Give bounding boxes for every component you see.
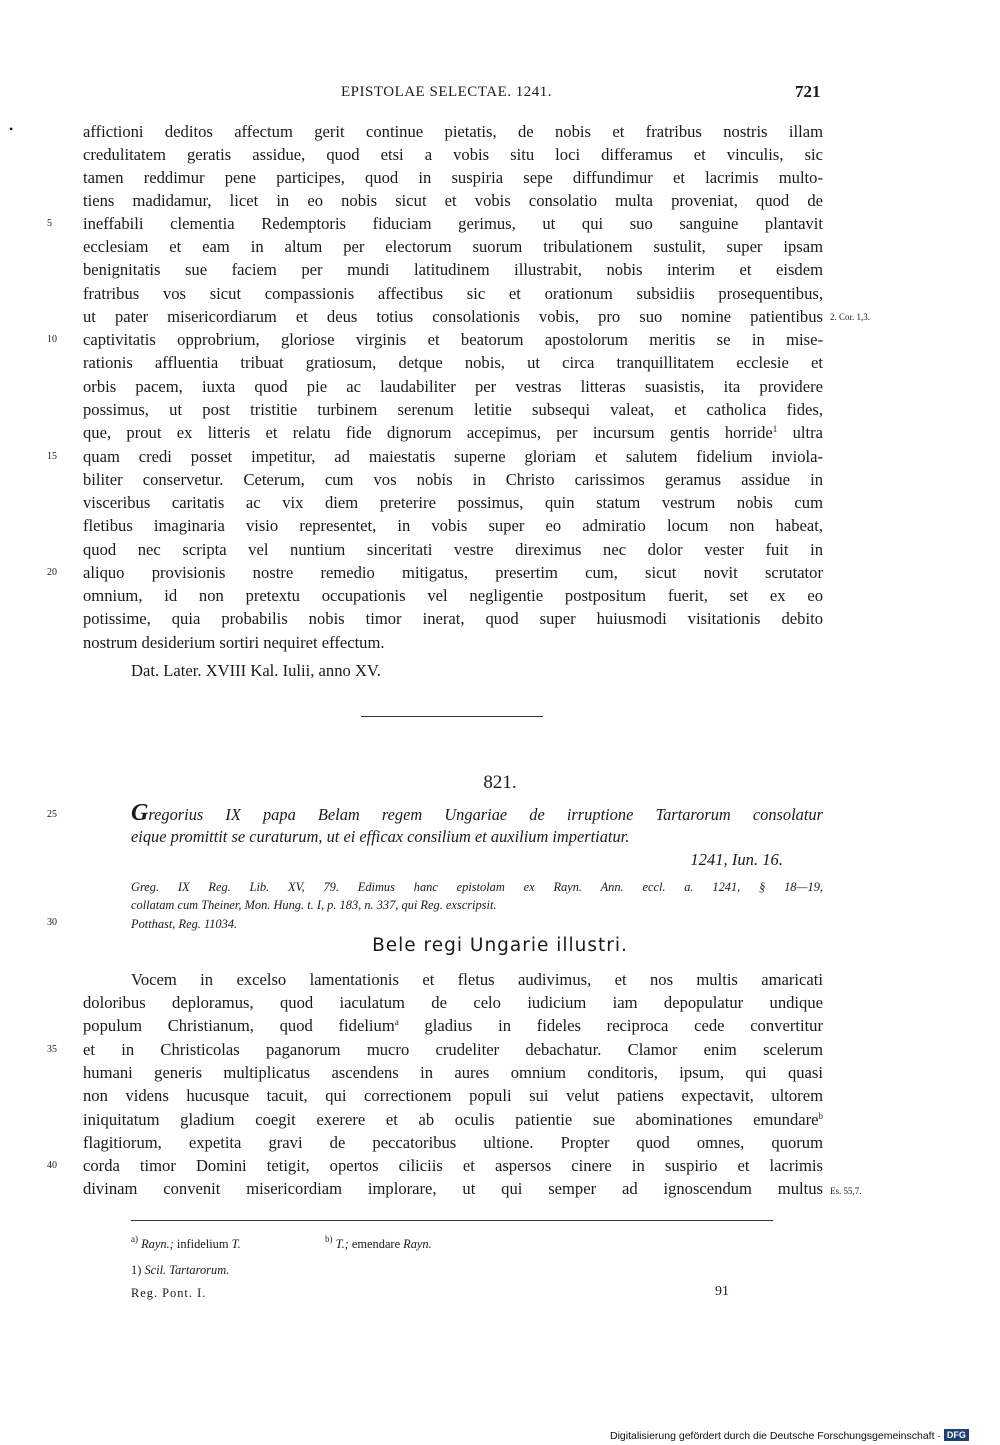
text-line xyxy=(83,422,823,444)
line-number: 25 xyxy=(47,809,57,820)
running-head: EPISTOLAE SELECTAE. 1241. xyxy=(341,84,553,100)
text-line: benignitatis sue faciem per mundi latitudinem illustrabit, nobis interim et eisdem xyxy=(83,260,823,279)
epistle-summary-line: eique promittit se curaturum, ut ei efficax consilium et auxilium impertiatur. xyxy=(131,827,630,846)
text-line: biliter conservetur. Ceterum, cum vos nobis in Christo carissimos geramus assidue in xyxy=(83,470,823,489)
line-text: que, prout ex litteris et relatu fide dignorum accepimus, per incursum gentis horride xyxy=(83,423,773,442)
text-line: ut pater misericordiarum et deus totius consolationis vobis, pro suo nomine patientibus xyxy=(83,307,823,326)
footnote-1 xyxy=(131,1263,229,1278)
footnote-b xyxy=(325,1234,432,1252)
footnote-text: emendare xyxy=(348,1237,404,1251)
text-line: flagitiorum, expetita gravi de peccatoribus ultione. Propter quod omnes, quorum xyxy=(83,1133,823,1152)
dating-clause: Dat. Later. XVIII Kal. Iulii, anno XV. xyxy=(131,661,381,680)
text-line: tamen reddimur pene participes, quod in suspiria sepe diffundimur et lacrimis multo- xyxy=(83,168,823,187)
epistle-number: 821. xyxy=(483,772,517,793)
text-line: fletibus imaginaria visio representet, in vobis super eo admiratio locum non habeat, xyxy=(83,516,823,535)
text-line: et in Christicolas paganorum mucro crudeliter debachatur. Clamor enim scelerum xyxy=(83,1040,823,1059)
text-line: quam credi posset impetitur, ad maiestatis superne gloriam et salutem fidelium inviola- xyxy=(83,447,823,466)
epistle-date: 1241, Iun. 16. xyxy=(690,850,783,869)
text-line: potissime, quia probabilis nobis timor inerat, quod super huiusmodi visitationis debito xyxy=(83,609,823,628)
line-number: 40 xyxy=(47,1160,57,1171)
footnote-ref: 1 xyxy=(772,424,778,434)
dfg-text: Digitalisierung gefördert durch die Deutsche Forschungsgemeinschaft · xyxy=(610,1430,941,1442)
line-number: 15 xyxy=(47,451,57,462)
signature-right: 91 xyxy=(715,1284,729,1299)
text-line: ineffabili clementia Redemptoris fiduciam gerimus, ut qui suo sanguine plantavit xyxy=(83,214,823,233)
source-note: Potthast, Reg. 11034. xyxy=(131,917,238,931)
text-line xyxy=(83,1015,823,1037)
margin-note-es: Es. 55,7. xyxy=(830,1186,862,1196)
source-note: collatam cum Theiner, Mon. Hung. t. I, p. 183, n. 337, qui Reg. exscripsit. xyxy=(131,898,497,912)
line-number: 20 xyxy=(47,567,57,578)
text-line: tiens madidamur, licet in eo nobis sicut et vobis consolatio multa proveniat, quod de xyxy=(83,191,823,210)
text-line: rationis affluentia tribuat gratiosum, detque nobis, ut circa tranquillitatem ecclesie et xyxy=(83,353,823,372)
text-line: omnium, id non pretextu occupationis vel negligentie postpositum fuerit, set ex eo xyxy=(83,586,823,605)
footnote-divider xyxy=(131,1220,773,1221)
footnote-text: Scil. Tartarorum. xyxy=(144,1263,230,1277)
text-line: quod nec scripta vel nuntium sinceritati vestre direximus nec dolor vester fuit in xyxy=(83,540,823,559)
text-line xyxy=(83,1109,823,1131)
summary-dropcap: G xyxy=(131,800,149,826)
source-note: Greg. IX Reg. Lib. XV, 79. Edimus hanc epistolam ex Rayn. Ann. eccl. a. 1241, § 18—19, xyxy=(131,880,823,894)
text-line: doloribus deploramus, quod iaculatum de celo iudicium iam depopulatur undique xyxy=(83,993,823,1012)
summary-text: regorius IX papa Belam regem Ungariae de irruptione Tartarorum consolatur xyxy=(148,805,823,824)
line-number: 10 xyxy=(47,334,57,345)
footnote-source: T.; xyxy=(335,1237,349,1251)
line-number: 35 xyxy=(47,1044,57,1055)
text-line: Vocem in excelso lamentationis et fletus audivimus, et nos multis amaricati xyxy=(131,970,823,989)
text-line: orbis pacem, iuxta quod pie ac laudabiliter per vestras litteras suasistis, ita providere xyxy=(83,377,823,396)
dfg-credit xyxy=(610,1429,969,1442)
page-number: 721 xyxy=(795,82,821,101)
footnote-text: infidelium xyxy=(173,1237,232,1251)
footnote-source: Rayn. xyxy=(403,1237,432,1251)
dfg-logo: DFG xyxy=(944,1429,969,1441)
line-number: 30 xyxy=(47,917,57,928)
text-line: affictioni deditos affectum gerit continue pietatis, de nobis et fratribus nostris illam xyxy=(83,122,823,141)
line-number: 5 xyxy=(47,218,52,229)
footnote-source: T. xyxy=(231,1237,241,1251)
address-heading: Bele regi Ungarie illustri. xyxy=(372,935,628,956)
footnote-mark: 1) xyxy=(131,1263,142,1277)
footnote-a xyxy=(131,1234,241,1252)
text-line: nostrum desiderium sortiri nequiret effectum. xyxy=(83,633,385,652)
text-line: fratribus vos sicut compassionis affectibus sic et orationum subsidiis prosequentibus, xyxy=(83,284,823,303)
footnote-ref: b xyxy=(818,1111,823,1121)
text-line: corda timor Domini tetigit, opertos ciliciis et aspersos cinere in suspirio et lacrimis xyxy=(83,1156,823,1175)
text-line: captivitatis opprobrium, gloriose virginis et beatorum apostolorum meritis se in mise- xyxy=(83,330,823,349)
margin-note-cor: 2. Cor. 1,3. xyxy=(830,312,871,322)
text-line: visceribus caritatis ac vix diem preterire possimus, quin statum vestrum nobis cum xyxy=(83,493,823,512)
text-line: non videns hucusque tacuit, qui correctionem populi sui velut patiens expectavit, ultorem xyxy=(83,1086,823,1105)
text-line: humani generis multiplicatus ascendens in aures omnium conditoris, ipsum, qui quasi xyxy=(83,1063,823,1082)
text-line: divinam convenit misericordiam implorare, ut qui semper ad ignoscendum multus xyxy=(83,1179,823,1198)
footnote-mark: a) xyxy=(131,1234,138,1244)
epistle-summary-line xyxy=(131,802,823,826)
footnote-mark: b) xyxy=(325,1234,333,1244)
line-tail: ultra xyxy=(777,423,823,442)
margin-dot: • xyxy=(9,122,14,136)
footnote-ref: a xyxy=(394,1017,399,1027)
text-line: credulitatem geratis assidue, quod etsi a vobis situ loci differamus et vinculis, sic xyxy=(83,145,823,164)
text-line: aliquo provisionis nostre remedio mitigatus, presertim cum, sicut novit scrutator xyxy=(83,563,823,582)
line-text: populum Christianum, quod fidelium xyxy=(83,1016,395,1035)
footnote-source: Rayn.; xyxy=(141,1237,174,1251)
section-divider xyxy=(361,716,543,717)
text-line: ecclesiam et eam in altum per electorum suorum tribulationem sustulit, super ipsam xyxy=(83,237,823,256)
line-tail: gladius in fideles reciproca cede convertitur xyxy=(398,1016,823,1035)
signature-left: Reg. Pont. I. xyxy=(131,1286,207,1300)
text-line: possimus, ut post tristitie turbinem serenum letitie subsequi valeat, et catholica fides, xyxy=(83,400,823,419)
line-text: iniquitatum gladium coegit exerere et ab oculis patientie sue abominationes emundare xyxy=(83,1110,819,1129)
